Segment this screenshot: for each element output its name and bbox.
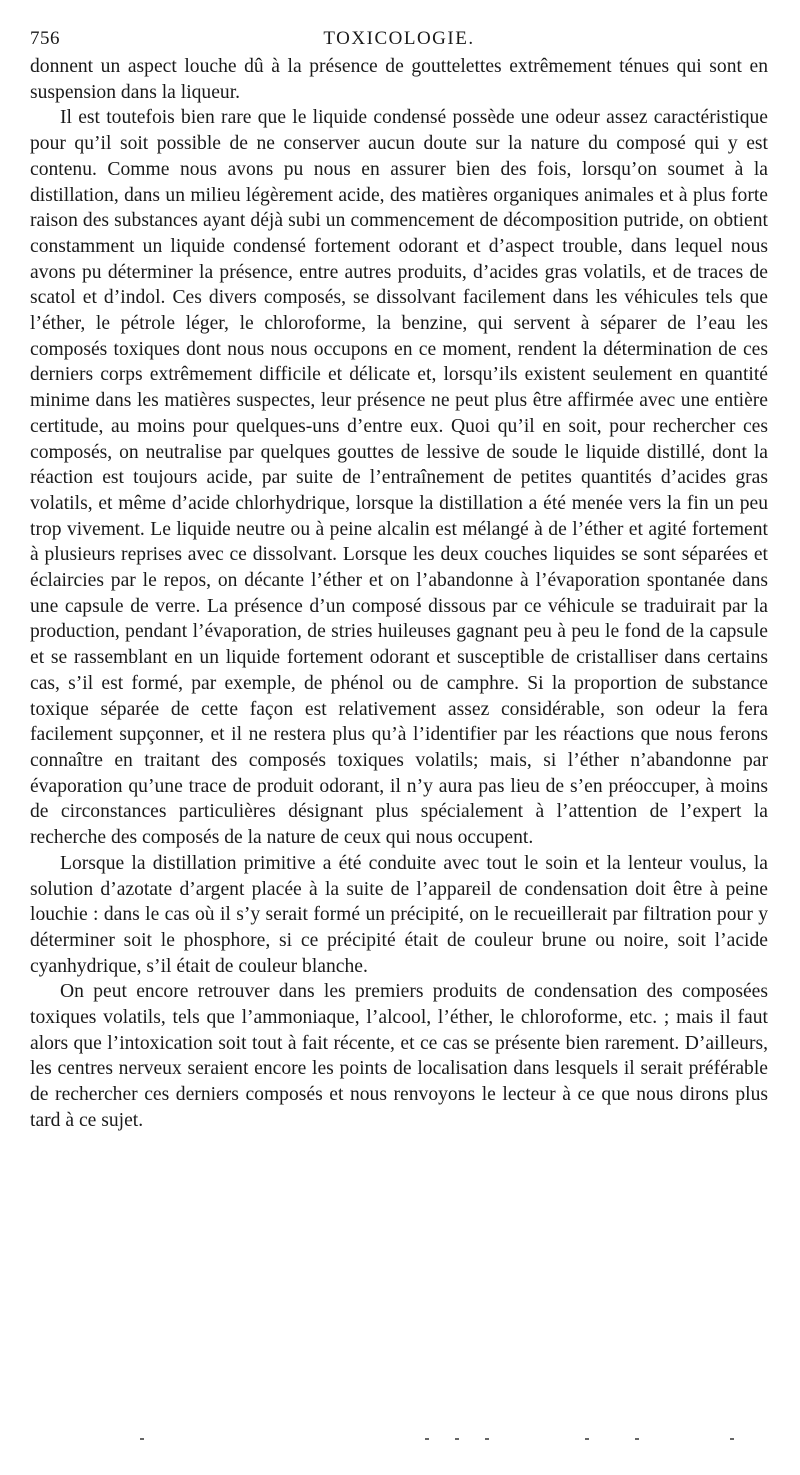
footer-dot — [425, 1438, 429, 1440]
footer-dot — [730, 1438, 734, 1440]
book-page — [30, 28, 768, 1134]
footer-dot — [485, 1438, 489, 1440]
body-text — [30, 54, 768, 1134]
page-number: 756 — [30, 28, 60, 49]
running-title: TOXICOLOGIE. — [323, 28, 475, 49]
footer-dot — [140, 1438, 144, 1440]
footer-dot — [635, 1438, 639, 1440]
paragraph: Il est toutefois bien rare que le liquide condensé possède une odeur assez caractéristique pour qu’il soit possible de ne conserver aucun doute sur la nature du composé qui y est contenu. Comme nous avons pu nous en assurer bien des fois, lorsqu’on soumet à la distillation, dans un milieu légèrement acide, des matières organiques animales et à plus forte raison des substances ayant déjà subi un commencement de décomposition putride, on obtient constamment un liquide condensé fortement odorant et d’aspect trouble, dans lequel nous avons pu déterminer la présence, entre autres produits, d’acides gras volatils, et de traces de scatol et d’indol. Ces divers composés, se dissolvant facilement dans les véhicules tels que l’éther, le pétrole léger, le chloroforme, la benzine, qui servent à séparer de l’eau les composés toxiques dont nous nous occupons en ce moment, rendent la détermination de ces derniers corps extrêmement difficile et délicate et, lorsqu’ils existent seulement en quantité minime dans les matières suspectes, leur présence ne peut plus être affirmée avec une entière certitude, au moins pour quelques-uns d’entre eux. Quoi qu’il en soit, pour rechercher ces composés, on neutralise par quelques gouttes de lessive de soude le liquide distillé, dont la réaction est toujours acide, par suite de l’entraînement de petites quantités d’acides gras volatils, et même d’acide chlorhydrique, lorsque la distillation a été menée vers la fin un peu trop vivement. Le liquide neutre ou à peine alcalin est mélangé à de l’éther et agité fortement à plusieurs reprises avec ce dissolvant. Lorsque les deux couches liquides se sont séparées et éclaircies par le repos, on décante l’éther et on l’abandonne à l’évaporation spontanée dans une capsule de verre. La présence d’un composé dissous par ce véhicule se traduirait par la production, pendant l’évaporation, de stries huileuses gagnant peu à peu le fond de la capsule et se rassemblant en un liquide fortement odorant et susceptible de cristalliser dans certains cas, s’il est formé, par exemple, de phénol ou de camphre. Si la proportion de substance toxique séparée de cette façon est relativement assez considérable, son odeur la fera facilement supçonner, et il ne restera plus qu’à l’identifier par les réactions que nous ferons connaître en traitant des composés toxiques volatils; mais, si l’éther n’abandonne par évaporation qu’une trace de produit odorant, il n’y aura pas lieu de s’en préoccuper, à moins de circonstances particulières désignant plus spécialement à l’attention de l’expert la recherche des composés de la nature de ceux qui nous occupent. — [30, 107, 768, 849]
footer-dot — [585, 1438, 589, 1440]
page-header — [30, 28, 768, 54]
paragraph: On peut encore retrouver dans les premiers produits de condensation des composées toxiques volatils, tels que l’ammoniaque, l’alcool, l’éther, le chloroforme, etc. ; mais il faut alors que l’intoxication soit tout à fait récente, et ce cas se présente bien rarement. D’ailleurs, les centres nerveux seraient encore les points de localisation dans lesquels il serait préférable de rechercher ces derniers composés et nous renvoyons le lecteur à ce que nous dirons plus tard à ce sujet. — [30, 981, 768, 1131]
paragraph-continuation: donnent un aspect louche dû à la présence de gouttelettes extrêmement ténues qui sont en suspension dans la liqueur. — [30, 56, 768, 103]
footer-dot — [455, 1438, 459, 1440]
footer-marks — [30, 1432, 768, 1444]
paragraph: Lorsque la distillation primitive a été conduite avec tout le soin et la lenteur voulus, la solution d’azotate d’argent placée à la suite de l’appareil de condensation doit être à peine louchie : dans le cas où il s’y serait formé un précipité, on le recueillerait par filtration pour y déterminer soit le phosphore, si ce précipité était de couleur brune ou noire, soit l’acide cyanhydrique, s’il était de couleur blanche. — [30, 852, 768, 977]
